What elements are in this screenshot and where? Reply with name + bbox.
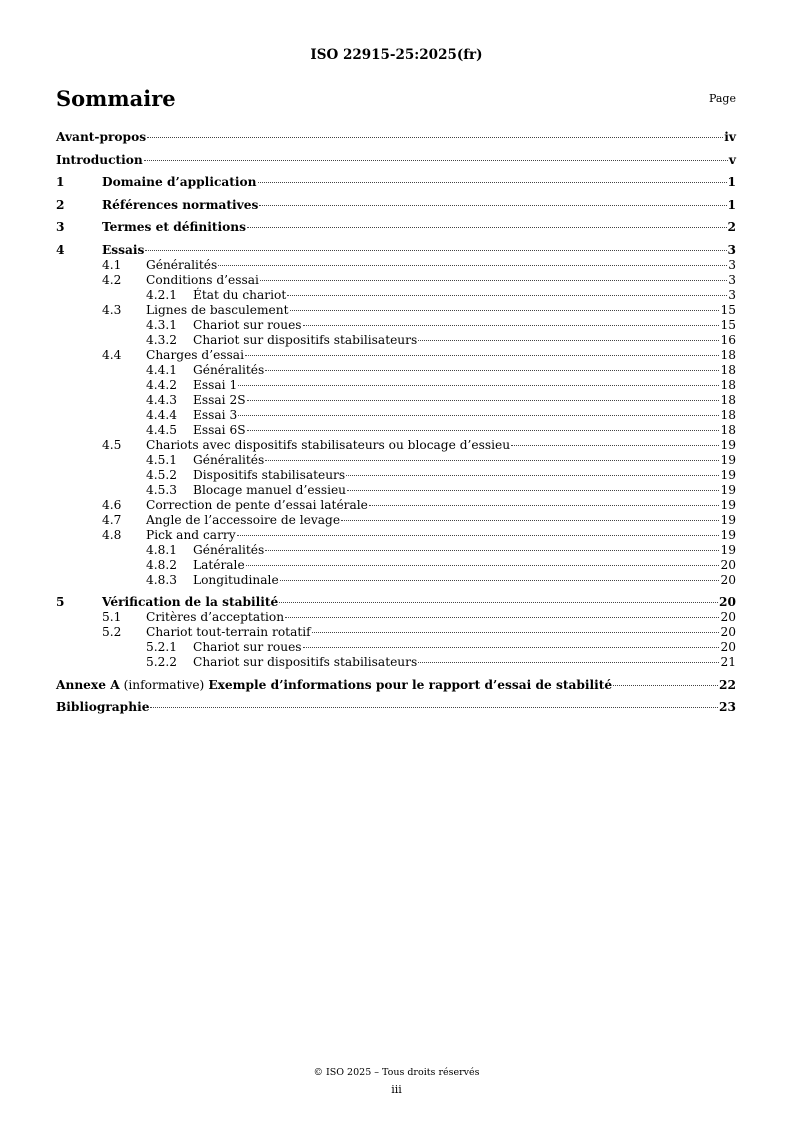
toc-entry[interactable] bbox=[56, 573, 736, 588]
table-of-contents bbox=[56, 130, 736, 715]
toc-entry-page: 19 bbox=[720, 542, 736, 557]
toc-entry-page: iv bbox=[724, 130, 736, 144]
toc-entry-number: 4.4 bbox=[102, 347, 122, 362]
toc-entry-page: 21 bbox=[720, 655, 736, 669]
toc-entry-number: 4.8.1 bbox=[146, 542, 178, 557]
toc-entry-label: Chariot sur roues bbox=[193, 640, 302, 654]
toc-entry-number: 4.4.4 bbox=[146, 407, 178, 422]
dot-leader bbox=[265, 550, 719, 551]
dot-leader bbox=[218, 265, 727, 266]
page-title: Sommaire bbox=[56, 86, 176, 111]
toc-entry[interactable] bbox=[56, 513, 736, 528]
toc-entry-page: 20 bbox=[720, 557, 736, 572]
toc-entry-number: Annexe A bbox=[56, 677, 120, 692]
toc-entry[interactable] bbox=[56, 393, 736, 408]
toc-entry-page: 19 bbox=[720, 527, 736, 542]
toc-entry[interactable] bbox=[56, 468, 736, 483]
toc-entry[interactable] bbox=[56, 303, 736, 318]
toc-entry[interactable] bbox=[56, 220, 736, 235]
dot-leader bbox=[303, 325, 720, 326]
toc-entry-number: 5.2.1 bbox=[146, 640, 178, 654]
toc-entry-number: 4.5 bbox=[102, 437, 122, 452]
toc-entry[interactable] bbox=[56, 258, 736, 273]
toc-entry-page: 19 bbox=[720, 512, 736, 527]
toc-entry-number: 4.5.3 bbox=[146, 482, 178, 497]
toc-entry-number: 4 bbox=[56, 242, 65, 257]
toc-entry-page: 3 bbox=[728, 287, 736, 302]
toc-entry-label: Chariot sur roues bbox=[193, 317, 302, 332]
page-column-label: Page bbox=[708, 92, 736, 105]
toc-entry-number: 4.2.1 bbox=[146, 287, 178, 302]
toc-entry-label: Généralités bbox=[193, 452, 265, 467]
dot-leader bbox=[150, 707, 718, 708]
dot-leader bbox=[260, 280, 727, 281]
toc-entry-page: 19 bbox=[720, 467, 736, 482]
toc-entry-page: 3 bbox=[728, 257, 736, 272]
dot-leader bbox=[145, 250, 726, 251]
toc-entry-number: 4.3 bbox=[102, 302, 122, 317]
toc-entry-label: Chariot sur dispositifs stabilisateurs bbox=[193, 655, 418, 669]
toc-entry-label: Termes et définitions bbox=[102, 220, 246, 234]
toc-entry-number: 3 bbox=[56, 220, 65, 234]
document-id: ISO 22915-25:2025(fr) bbox=[310, 47, 483, 63]
dot-leader bbox=[265, 460, 719, 461]
toc-entry[interactable] bbox=[56, 333, 736, 348]
dot-leader bbox=[147, 137, 723, 138]
toc-entry[interactable] bbox=[56, 175, 736, 190]
toc-entry[interactable] bbox=[56, 610, 736, 625]
toc-entry-number: 4.4.5 bbox=[146, 422, 178, 437]
toc-entry-number: 4.8.2 bbox=[146, 557, 178, 572]
dot-leader bbox=[613, 685, 718, 686]
toc-entry-page: 20 bbox=[720, 640, 736, 654]
dot-leader bbox=[265, 370, 719, 371]
copyright-footer: © ISO 2025 – Tous droits réservés bbox=[313, 1067, 480, 1078]
toc-entry-number: 2 bbox=[56, 197, 65, 212]
dot-leader bbox=[247, 400, 720, 401]
dot-leader bbox=[285, 617, 719, 618]
toc-entry-page: 15 bbox=[720, 317, 736, 332]
toc-entry-label: Généralités bbox=[193, 542, 265, 557]
toc-entry-label: Chariot sur dispositifs stabilisateurs bbox=[193, 332, 418, 347]
toc-entry-label: Charges d’essai bbox=[146, 347, 244, 362]
toc-entry-number: 4.7 bbox=[102, 512, 122, 527]
toc-entry-number: 5.2.2 bbox=[146, 655, 178, 669]
toc-entry[interactable] bbox=[56, 483, 736, 498]
toc-entry-number: 1 bbox=[56, 175, 65, 189]
toc-entry-page: 2 bbox=[727, 220, 736, 234]
toc-entry-page: 18 bbox=[720, 377, 736, 392]
toc-entry-number: 4.3.2 bbox=[146, 332, 178, 347]
toc-entry-label: Lignes de basculement bbox=[146, 302, 289, 317]
dot-leader bbox=[418, 662, 719, 663]
dot-leader bbox=[346, 475, 719, 476]
toc-entry-page: v bbox=[728, 152, 736, 167]
toc-entry-label: Essai 3 bbox=[193, 407, 238, 422]
toc-entry[interactable] bbox=[56, 153, 736, 168]
toc-entry[interactable] bbox=[56, 543, 736, 558]
toc-entry-page: 3 bbox=[728, 272, 736, 287]
toc-entry-label: Avant-propos bbox=[56, 130, 147, 144]
toc-entry-page: 23 bbox=[719, 700, 736, 714]
toc-entry-label: Dispositifs stabilisateurs bbox=[193, 467, 346, 482]
toc-entry-page: 19 bbox=[720, 437, 736, 452]
toc-entry-number: 4.6 bbox=[102, 497, 122, 512]
toc-entry-label: Angle de l’accessoire de levage bbox=[146, 512, 341, 527]
dot-leader bbox=[347, 490, 719, 491]
toc-entry-number: 4.5.1 bbox=[146, 452, 178, 467]
toc-entry-page: 18 bbox=[720, 347, 736, 362]
toc-entry[interactable] bbox=[56, 655, 736, 670]
toc-entry[interactable] bbox=[56, 273, 736, 288]
toc-entry[interactable] bbox=[56, 288, 736, 303]
toc-entry[interactable] bbox=[56, 678, 736, 693]
toc-entry-number: 4.2 bbox=[102, 272, 122, 287]
toc-entry-page: 18 bbox=[720, 422, 736, 437]
toc-entry-number: 4.8.3 bbox=[146, 572, 178, 587]
dot-leader bbox=[341, 520, 719, 521]
toc-entry-number: 4.4.1 bbox=[146, 362, 178, 377]
toc-entry[interactable] bbox=[56, 130, 736, 145]
page-number: iii bbox=[391, 1083, 402, 1096]
toc-entry-page: 19 bbox=[720, 497, 736, 512]
toc-entry-page: 20 bbox=[720, 610, 736, 624]
toc-entry-number: 4.3.1 bbox=[146, 317, 178, 332]
dot-leader bbox=[312, 632, 720, 633]
toc-entry[interactable] bbox=[56, 498, 736, 513]
toc-entry-page: 22 bbox=[719, 677, 736, 692]
toc-entry-label: Exemple d’informations pour le rapport d’essai de stabilité bbox=[208, 677, 613, 692]
toc-entry-label: Essai 2S bbox=[193, 392, 246, 407]
dot-leader bbox=[511, 445, 719, 446]
toc-entry-label: Critères d’acceptation bbox=[146, 610, 285, 624]
dot-leader bbox=[290, 310, 720, 311]
toc-entry-number: 4.8 bbox=[102, 527, 122, 542]
toc-entry-number: 4.4.2 bbox=[146, 377, 178, 392]
dot-leader bbox=[369, 505, 720, 506]
toc-entry[interactable] bbox=[56, 453, 736, 468]
dot-leader bbox=[238, 415, 719, 416]
toc-entry-label: Blocage manuel d’essieu bbox=[193, 482, 347, 497]
toc-entry-page: 18 bbox=[720, 392, 736, 407]
toc-entry[interactable] bbox=[56, 625, 736, 640]
toc-entry-label: Longitudinale bbox=[193, 572, 279, 587]
toc-entry[interactable] bbox=[56, 528, 736, 543]
dot-leader bbox=[303, 647, 720, 648]
toc-entry-page: 18 bbox=[720, 362, 736, 377]
dot-leader bbox=[245, 355, 720, 356]
dot-leader bbox=[280, 580, 720, 581]
dot-leader bbox=[418, 340, 719, 341]
toc-entry-number: 4.5.2 bbox=[146, 467, 178, 482]
toc-entry-label: Conditions d’essai bbox=[146, 272, 259, 287]
toc-entry[interactable] bbox=[56, 198, 736, 213]
dot-leader bbox=[144, 160, 728, 161]
toc-entry-page: 1 bbox=[727, 175, 736, 189]
toc-entry-page: 20 bbox=[720, 625, 736, 639]
toc-entry-label: Chariot tout-terrain rotatif bbox=[146, 625, 311, 639]
toc-entry-page: 20 bbox=[719, 595, 736, 609]
toc-entry[interactable] bbox=[56, 558, 736, 573]
toc-entry-number: 5 bbox=[56, 595, 65, 609]
toc-entry[interactable] bbox=[56, 423, 736, 438]
toc-entry[interactable] bbox=[56, 438, 736, 453]
dot-leader bbox=[237, 535, 720, 536]
toc-entry-page: 20 bbox=[720, 572, 736, 587]
dot-leader bbox=[247, 430, 720, 431]
toc-entry-label: Généralités bbox=[193, 362, 265, 377]
toc-entry[interactable] bbox=[56, 318, 736, 333]
toc-entry-label: Correction de pente d’essai latérale bbox=[146, 497, 368, 512]
toc-entry-number: 4.1 bbox=[102, 257, 122, 272]
toc-entry-label: Bibliographie bbox=[56, 700, 150, 714]
toc-entry-label: Essai 1 bbox=[193, 377, 238, 392]
dot-leader bbox=[246, 565, 720, 566]
toc-entry-page: 19 bbox=[720, 482, 736, 497]
toc-entry-label: Essai 6S bbox=[193, 422, 246, 437]
toc-entry-label: Pick and carry bbox=[146, 527, 236, 542]
toc-entry-number: 5.1 bbox=[102, 610, 122, 624]
dot-leader bbox=[279, 602, 718, 603]
toc-entry-label: État du chariot bbox=[193, 287, 287, 302]
toc-entry-label: Chariots avec dispositifs stabilisateurs ou blocage d’essieu bbox=[146, 437, 511, 452]
toc-entry-label: Vérification de la stabilité bbox=[102, 595, 279, 609]
toc-entry-page: 1 bbox=[727, 197, 736, 212]
dot-leader bbox=[287, 295, 727, 296]
toc-entry[interactable] bbox=[56, 243, 736, 258]
dot-leader bbox=[238, 385, 719, 386]
toc-entry[interactable] bbox=[56, 363, 736, 378]
dot-leader bbox=[259, 205, 726, 206]
toc-entry-page: 18 bbox=[720, 407, 736, 422]
toc-entry[interactable] bbox=[56, 640, 736, 655]
toc-entry[interactable] bbox=[56, 700, 736, 715]
dot-leader bbox=[247, 227, 727, 228]
toc-entry-page: 15 bbox=[720, 302, 736, 317]
toc-entry-label: Références normatives bbox=[102, 197, 259, 212]
toc-entry[interactable] bbox=[56, 378, 736, 393]
toc-entry-label: Latérale bbox=[193, 557, 245, 572]
toc-entry-page: 3 bbox=[727, 242, 736, 257]
toc-entry-label: Généralités bbox=[146, 257, 218, 272]
toc-entry[interactable] bbox=[56, 595, 736, 610]
toc-entry[interactable] bbox=[56, 348, 736, 363]
toc-entry-number: 5.2 bbox=[102, 625, 122, 639]
dot-leader bbox=[258, 182, 727, 183]
toc-entry-label: Domaine d’application bbox=[102, 175, 257, 189]
toc-entry-number: 4.4.3 bbox=[146, 392, 178, 407]
toc-entry-label: Essais bbox=[102, 242, 145, 257]
toc-entry-page: 16 bbox=[720, 332, 736, 347]
toc-entry[interactable] bbox=[56, 408, 736, 423]
toc-entry-annex-type: (informative) bbox=[123, 677, 205, 692]
toc-entry-page: 19 bbox=[720, 452, 736, 467]
toc-entry-label: Introduction bbox=[56, 152, 143, 167]
